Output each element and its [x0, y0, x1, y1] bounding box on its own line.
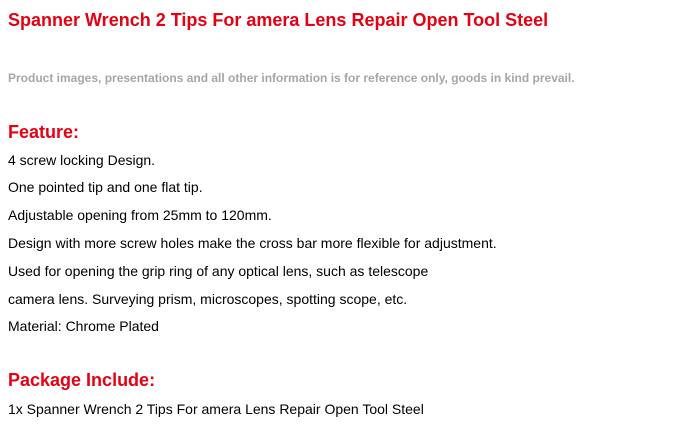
feature-item: Design with more screw holes make the cross bar more flexible for adjustment.: [8, 235, 497, 251]
feature-item: One pointed tip and one flat tip.: [8, 179, 203, 195]
feature-item: 4 screw locking Design.: [8, 152, 156, 168]
feature-heading: Feature:: [8, 122, 80, 142]
package-item: 1x Spanner Wrench 2 Tips For amera Lens Repair Open Tool Steel: [8, 401, 424, 417]
feature-item: Material: Chrome Plated: [8, 318, 159, 334]
feature-item: Adjustable opening from 25mm to 120mm.: [8, 207, 272, 223]
reference-notice: Product images, presentations and all other information is for reference only, goods in kind prevail.: [8, 71, 575, 85]
feature-item: Used for opening the grip ring of any optical lens, such as telescope: [8, 263, 429, 279]
product-title: Spanner Wrench 2 Tips For amera Lens Repair Open Tool Steel: [8, 10, 549, 30]
package-heading: Package Include:: [8, 370, 156, 390]
feature-item: camera lens. Surveying prism, microscopes, spotting scope, etc.: [8, 291, 408, 307]
